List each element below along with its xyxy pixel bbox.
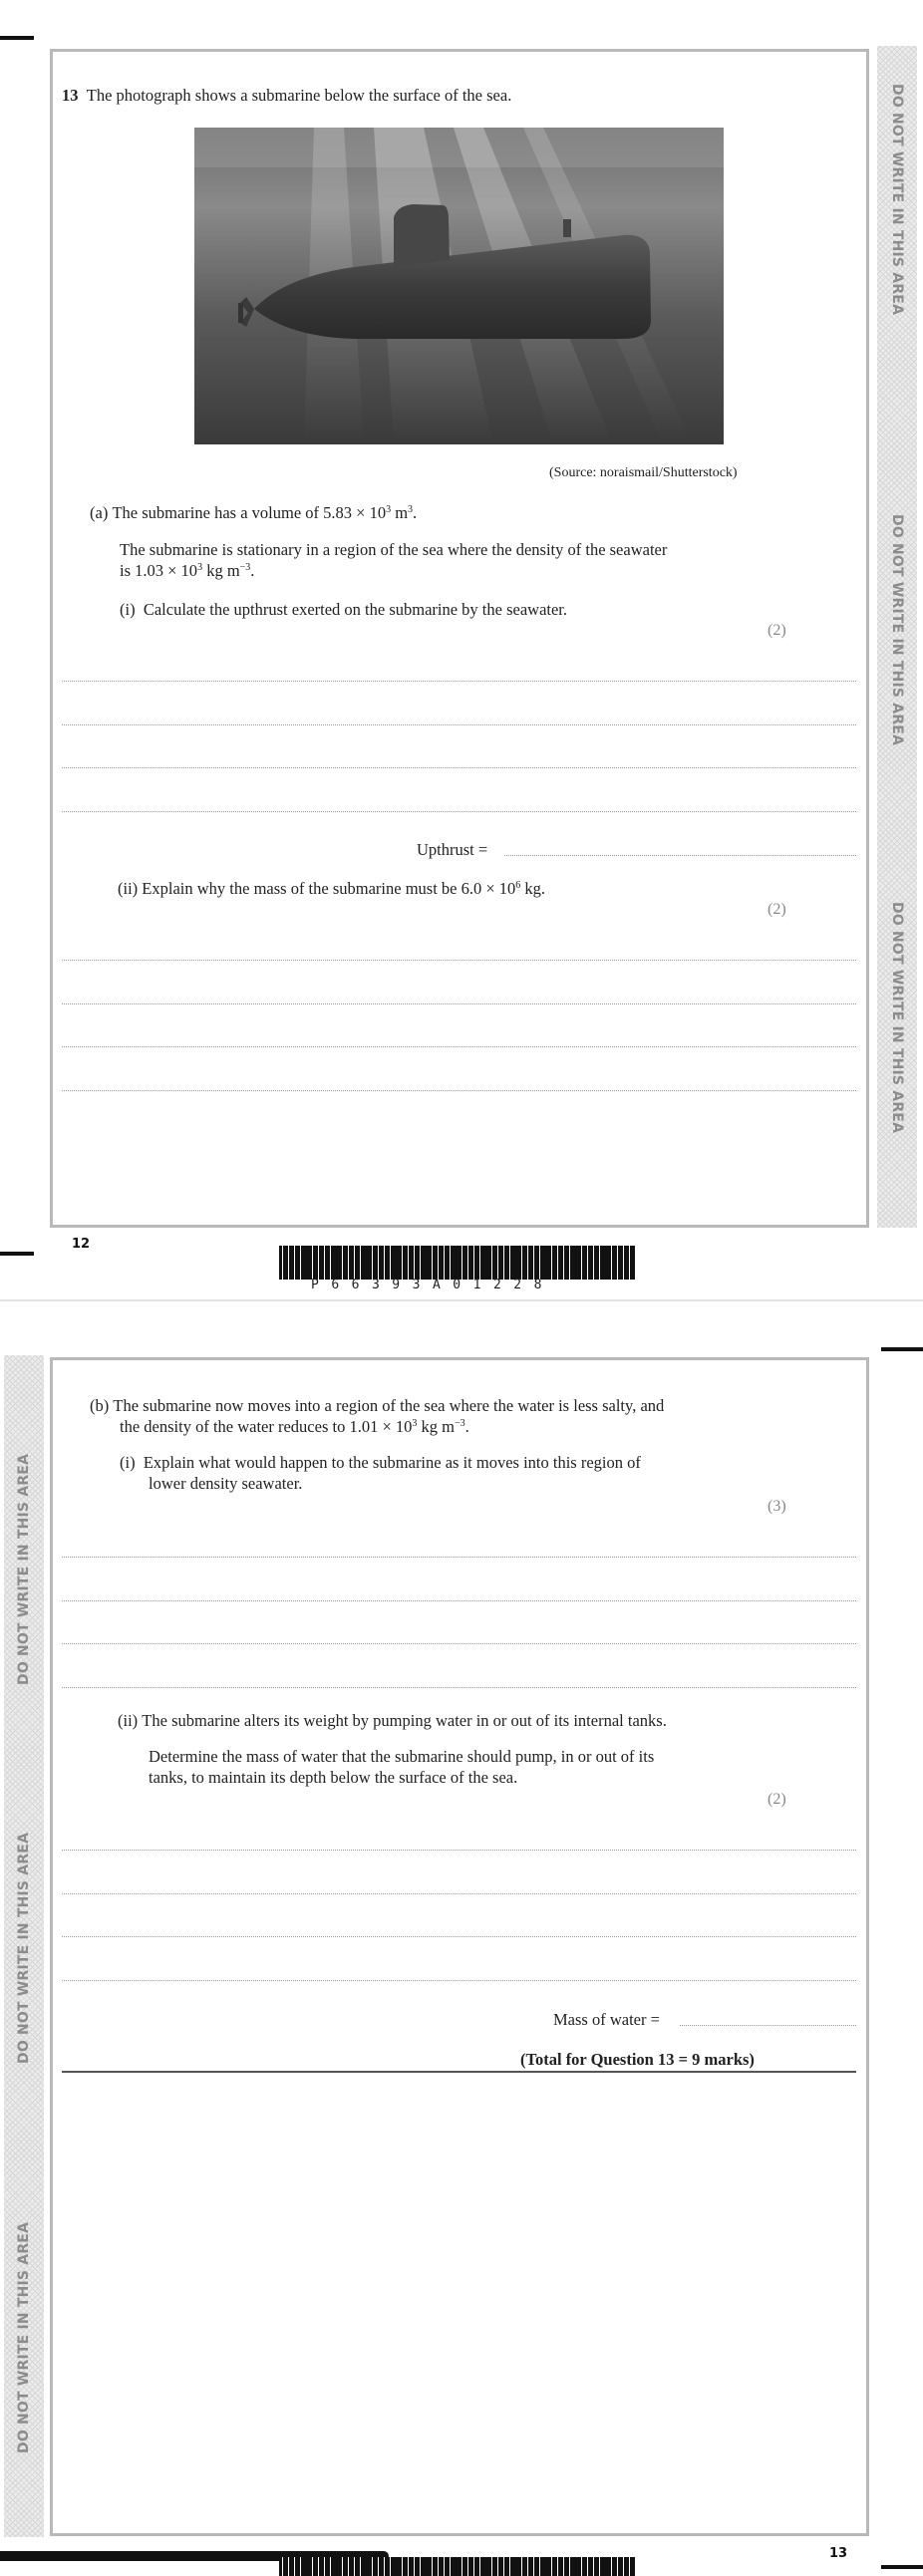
part-b-i-text: Explain what would happen to the submarine as it moves into this region of (143, 1453, 641, 1472)
part-a-exp: 3 (386, 504, 392, 515)
upthrust-answer-line[interactable] (504, 855, 856, 856)
part-a-unit-exp: 3 (408, 504, 414, 515)
margin-warning-5: DO NOT WRITE IN THIS AREA (16, 1832, 32, 2064)
part-b-line2 (120, 1417, 469, 1437)
part-b-i-line2: lower density seawater. (149, 1474, 303, 1493)
part-a-density-line1: The submarine is stationary in a region of the sea where the density of the seawater (120, 540, 668, 559)
part-a-end: . (413, 503, 418, 522)
page-number-13: 13 (829, 2546, 848, 2561)
barcode-page-13 (279, 2557, 638, 2576)
barcode-text: P66393A01228 (311, 1278, 554, 1292)
page-separator (0, 1299, 923, 1301)
part-a-i-label: (i) (120, 600, 136, 619)
answer-line[interactable] (62, 1643, 856, 1644)
margin-warning-1: DO NOT WRITE IN THIS AREA (889, 84, 905, 316)
density-unit-exp: −3 (239, 562, 251, 573)
part-a-ii-end: kg. (520, 879, 546, 898)
part-b-exp: 3 (412, 1418, 418, 1429)
part-b-ii-text: The submarine alters its weight by pumping water in or out of its internal tanks. (142, 1711, 667, 1730)
part-b-i-label: (i) (120, 1453, 136, 1472)
answer-line[interactable] (62, 1003, 856, 1004)
part-b-ii (118, 1711, 667, 1731)
corner-mark-top-right (881, 1347, 923, 1351)
answer-line[interactable] (62, 1850, 856, 1851)
part-a-i-marks: (2) (768, 622, 786, 639)
mass-label: Mass of water = (553, 2010, 660, 2029)
barcode-page-12 (279, 1246, 638, 1280)
part-b-ii-line2: Determine the mass of water that the submarine should pump, in or out of its (149, 1747, 655, 1766)
answer-line[interactable] (62, 681, 856, 682)
barcode-bar (632, 1246, 635, 1280)
submarine-photo (194, 128, 724, 444)
part-b-ii-marks: (2) (768, 1791, 786, 1808)
corner-mark-bottom-right (881, 2565, 923, 2569)
part-b-i (120, 1453, 641, 1473)
page-number-12: 12 (72, 1237, 91, 1252)
answer-line[interactable] (62, 1893, 856, 1894)
part-a-unit: m (391, 503, 409, 522)
corner-mark-bottom-left (0, 1252, 34, 1256)
mass-answer-line[interactable] (680, 2025, 856, 2026)
margin-warning-3: DO NOT WRITE IN THIS AREA (889, 902, 905, 1134)
part-a-i (120, 600, 567, 620)
part-a-ii-label: (ii) (118, 879, 139, 898)
question-intro-text: The photograph shows a submarine below the surface of the sea. (86, 86, 512, 105)
answer-line[interactable] (62, 1600, 856, 1601)
answer-line[interactable] (62, 1980, 856, 1981)
part-a-text: The submarine has a volume of 5.83 × 10 (112, 503, 387, 522)
part-a-ii-text: Explain why the mass of the submarine must be 6.0 × 10 (142, 879, 516, 898)
total-rule (62, 2071, 856, 2073)
part-b-line1 (90, 1396, 664, 1416)
question-13-intro (62, 86, 511, 106)
density-end: . (250, 561, 255, 580)
barcode-bar (632, 2557, 635, 2576)
corner-mark-top-left (0, 36, 34, 40)
question-total: (Total for Question 13 = 9 marks) (520, 2050, 755, 2069)
upthrust-label: Upthrust = (417, 840, 488, 859)
part-a-label: (a) (90, 503, 109, 522)
answer-line[interactable] (62, 960, 856, 961)
part-a-ii-marks: (2) (768, 901, 786, 918)
part-a-ii-exp: 6 (515, 880, 521, 891)
page-13-frame (50, 1357, 869, 2536)
part-b-end: . (464, 1417, 469, 1436)
density-text: is 1.03 × 10 (120, 561, 198, 580)
answer-line[interactable] (62, 1090, 856, 1091)
part-b-unit-exp: −3 (454, 1418, 465, 1429)
part-a-density-line2 (120, 561, 254, 581)
margin-warning-6: DO NOT WRITE IN THIS AREA (16, 2221, 32, 2453)
part-b-density-text: the density of the water reduces to 1.01 × 10 (120, 1417, 413, 1436)
photo-source: (Source: noraismail/Shutterstock) (549, 465, 738, 480)
part-b-i-marks: (3) (768, 1498, 786, 1515)
answer-line[interactable] (62, 724, 856, 725)
answer-line[interactable] (62, 1046, 856, 1047)
part-a-volume (90, 503, 417, 523)
answer-line[interactable] (62, 1557, 856, 1558)
part-b-ii-line3: tanks, to maintain its depth below the surface of the sea. (149, 1768, 518, 1787)
margin-warning-2: DO NOT WRITE IN THIS AREA (889, 514, 905, 746)
part-b-unit: kg m (417, 1417, 455, 1436)
part-a-ii (118, 879, 545, 899)
answer-line[interactable] (62, 811, 856, 812)
answer-line[interactable] (62, 1936, 856, 1937)
question-number: 13 (62, 86, 79, 105)
density-unit: kg m (202, 561, 240, 580)
part-b-label: (b) (90, 1396, 110, 1415)
density-exp: 3 (197, 562, 203, 573)
answer-line[interactable] (62, 1687, 856, 1688)
margin-warning-4: DO NOT WRITE IN THIS AREA (16, 1453, 32, 1685)
part-a-i-text: Calculate the upthrust exerted on the submarine by the seawater. (143, 600, 568, 619)
answer-line[interactable] (62, 767, 856, 768)
part-b-text: The submarine now moves into a region of the sea where the water is less salty, and (113, 1396, 665, 1415)
part-b-ii-label: (ii) (118, 1711, 139, 1730)
submarine-illustration (194, 128, 724, 444)
